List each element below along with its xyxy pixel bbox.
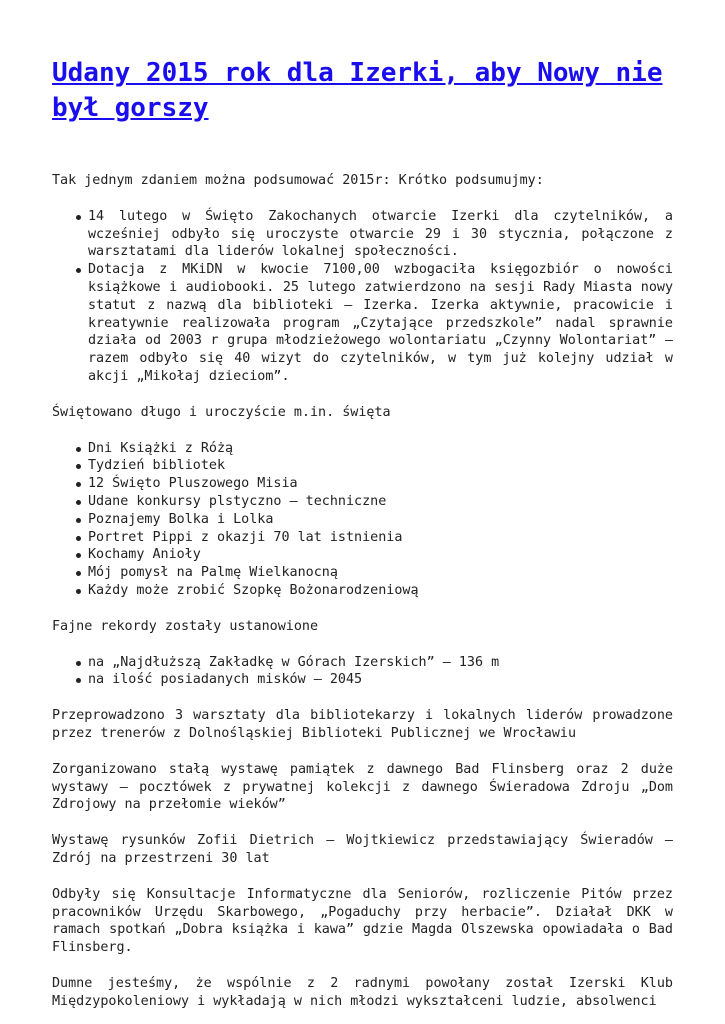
list-item: Mój pomysł na Palmę Wielkanocną bbox=[88, 564, 673, 582]
list-item: na ilość posiadanych misków – 2045 bbox=[88, 671, 673, 689]
list-item: Udane konkursy plstyczno – techniczne bbox=[88, 493, 673, 511]
celebrations-list bbox=[52, 440, 673, 600]
body-paragraph: Przeprowadzono 3 warsztaty dla bibliotekarzy i lokalnych liderów prowadzone przez trenerów z Dolnośląskiej Biblioteki Publicznej we Wrocławiu bbox=[52, 708, 673, 741]
summary-list bbox=[52, 208, 673, 386]
list-item: Poznajemy Bolka i Lolka bbox=[88, 511, 673, 529]
body-paragraph: Odbyły się Konsultacje Informatyczne dla Seniorów, rozliczenie Pitów przez pracowników Urzędu Skarbowego, „Pogaduchy przy herbacie”. Działał DKK w ramach spotkań „Dobra książka i kawa” gdzie Magda Olszewska opowiadała o Bad Flinsberg. bbox=[52, 886, 673, 956]
records-heading: Fajne rekordy zostały ustanowione bbox=[52, 618, 319, 634]
list-item: Portret Pippi z okazji 70 lat istnienia bbox=[88, 529, 673, 547]
list-item: Tydzień bibliotek bbox=[88, 457, 673, 475]
page-title bbox=[52, 56, 673, 126]
records-list bbox=[52, 654, 673, 690]
intro-paragraph: Tak jednym zdaniem można podsumować 2015r: Krótko podsumujmy: bbox=[52, 173, 544, 188]
list-item: Kochamy Anioły bbox=[88, 546, 673, 564]
body-paragraph: Wystawę rysunków Zofii Dietrich – Wojtkiewicz przedstawiający Świeradów – Zdrój na przestrzeni 30 lat bbox=[52, 833, 673, 866]
list-item: Dotacja z MKiDN w kwocie 7100,00 wzbogaciła księgozbiór o nowości książkowe i audiobooki. 25 lutego zatwierdzono na sesji Rady Miasta nowy statut z nazwą dla biblioteki – Izerka. Izerka aktywnie, pracowicie i kreatywnie realizowała program „Czytające przedszkole” nadal sprawnie działa od 2003 r grupa młodzieżowego wolontariatu „Czynny Wolontariat” – razem odbyło się 40 wizyt do czytelników, w tym już kolejny udział w akcji „Mikołaj dzieciom”. bbox=[88, 262, 673, 384]
list-item: 12 Święto Pluszowego Misia bbox=[88, 475, 673, 493]
list-item: 14 lutego w Święto Zakochanych otwarcie Izerki dla czytelników, a wcześniej odbyło się uroczyste otwarcie 29 i 30 stycznia, połączone z warsztatami dla liderów lokalnej społeczności. bbox=[88, 208, 673, 260]
title-link[interactable]: Udany 2015 rok dla Izerki, aby Nowy nie był gorszy bbox=[52, 58, 663, 123]
celebrations-heading: Świętowano długo i uroczyście m.in. święta bbox=[52, 404, 391, 420]
body-paragraph: Dumne jesteśmy, że wspólnie z 2 radnymi powołany został Izerski Klub Międzypokoleniowy i wykładają w nich młodzi wykształceni ludzie, absolwenci bbox=[52, 975, 673, 1009]
body-paragraph: Zorganizowano stałą wystawę pamiątek z dawnego Bad Flinsberg oraz 2 duże wystawy – pocztówek z prywatnej kolekcji z dawnego Świeradowa Zdroju „Dom Zdrojowy na przełomie wieków” bbox=[52, 761, 673, 813]
list-item: na „Najdłuższą Zakładkę w Górach Izerskich” – 136 m bbox=[88, 654, 673, 672]
list-item: Każdy może zrobić Szopkę Bożonarodzeniową bbox=[88, 582, 673, 600]
list-item: Dni Książki z Różą bbox=[88, 440, 673, 458]
